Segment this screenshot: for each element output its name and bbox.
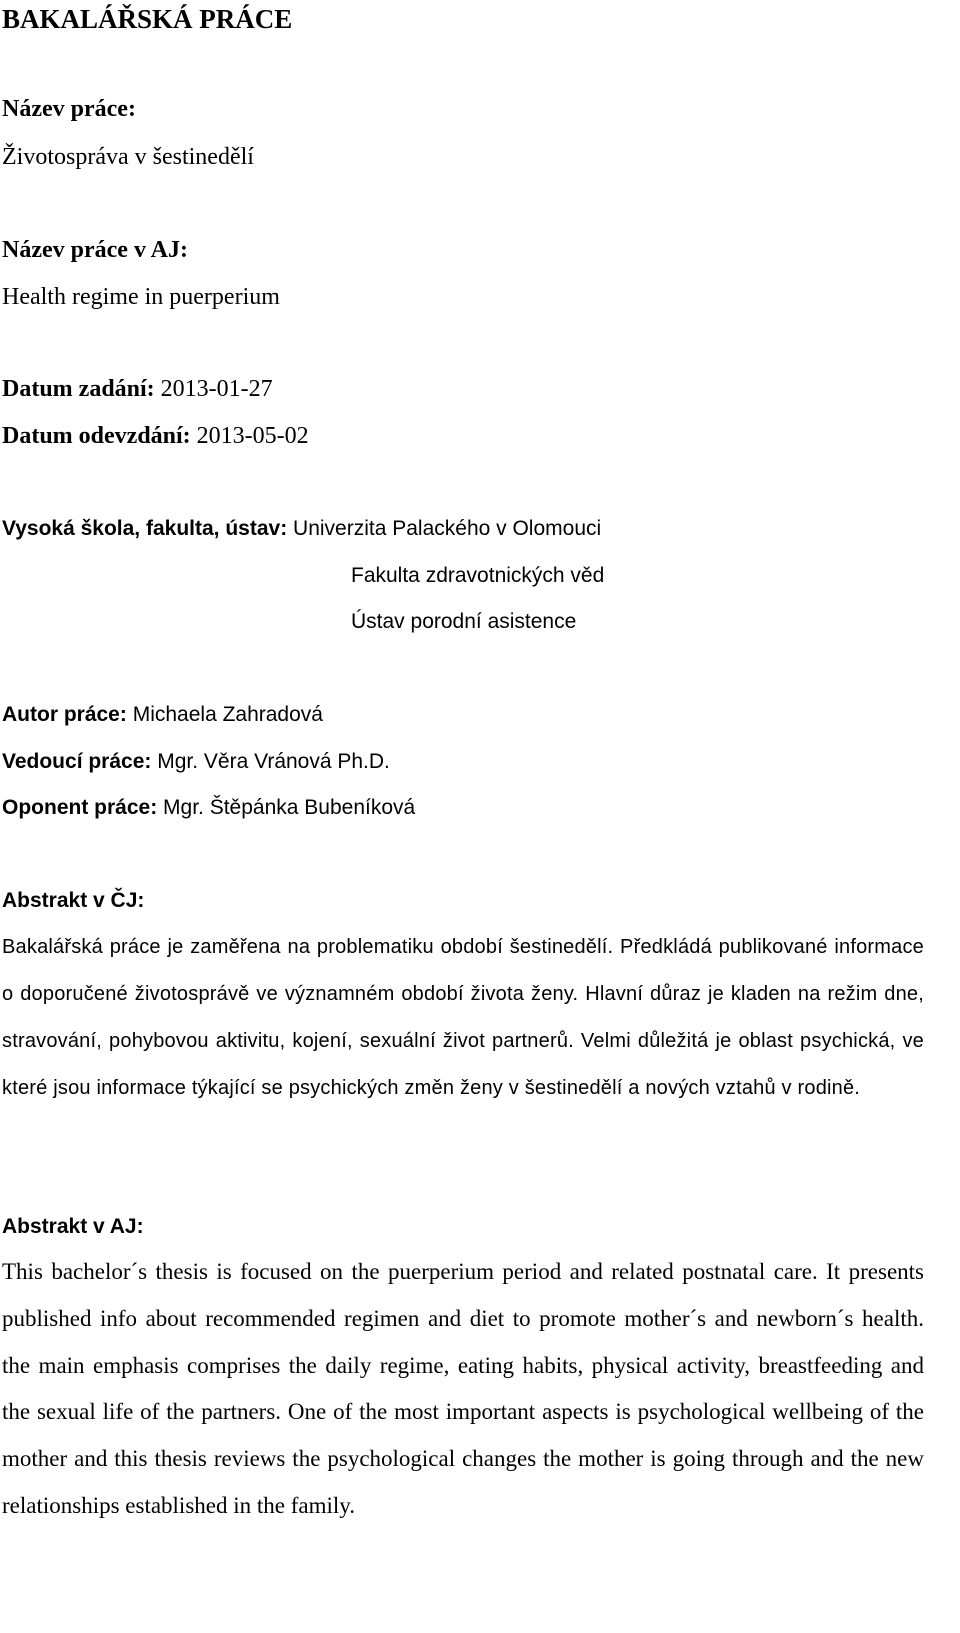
abstract-cz-text: Bakalářská práce je zaměřena na problematiku období šestinedělí. Předkládá publikované informace o doporučené životosprávě ve významném období života ženy. Hlavní důraz je kladen na režim dne, stravování, pohybovou aktivitu, kojení, sexuální život partnerů. Velmi důležitá je oblast psychická, ve které jsou informace týkající se psychických změn ženy v šestinedělí a nových vztahů v rodině. — [2, 936, 924, 1099]
date-assigned-value: 2013-01-27 — [160, 376, 273, 402]
thesis-title-en-label: Název práce v AJ: — [2, 237, 188, 263]
author-name: Michaela Zahradová — [132, 703, 323, 726]
date-submitted-label: Datum odevzdání: — [2, 423, 191, 449]
opponent-name: Mgr. Štěpánka Bubeníková — [163, 796, 416, 819]
supervisor-name: Mgr. Věra Vránová Ph.D. — [157, 750, 390, 773]
department-name: Ústav porodní asistence — [351, 610, 577, 633]
abstract-en-heading: Abstrakt v AJ: — [2, 1215, 144, 1238]
author-row — [2, 700, 323, 730]
document-title: BAKALÁŘSKÁ PRÁCE — [2, 4, 293, 34]
institution-label: Vysoká škola, fakulta, ústav: — [2, 517, 288, 540]
abstract-cz-heading: Abstrakt v ČJ: — [2, 889, 145, 912]
date-assigned-row — [2, 374, 273, 404]
author-label: Autor práce: — [2, 703, 127, 726]
date-submitted-row — [2, 421, 309, 451]
thesis-title-en-value: Health regime in puerperium — [2, 284, 280, 310]
thesis-title-label: Název práce: — [2, 96, 136, 122]
faculty-name: Fakulta zdravotnických věd — [351, 564, 605, 587]
institution-row — [2, 514, 601, 544]
supervisor-row — [2, 747, 390, 777]
opponent-row — [2, 793, 415, 823]
supervisor-label: Vedoucí práce: — [2, 750, 152, 773]
date-assigned-label: Datum zadání: — [2, 376, 155, 402]
opponent-label: Oponent práce: — [2, 796, 158, 819]
date-submitted-value: 2013-05-02 — [196, 423, 309, 449]
abstract-en-text: This bachelor´s thesis is focused on the puerperium period and related postnatal care. It presents published info about recommended regimen and diet to promote mother´s and newborn´s health. the main emphasis comprises the daily regime, eating habits, physical activity, breastfeeding and the sexual life of the partners. One of the most important aspects is psychological wellbeing of the mother and this thesis reviews the psychological changes the mother is going through and the new relationships established in the family. — [2, 1259, 924, 1518]
university-name: Univerzita Palackého v Olomouci — [293, 517, 602, 540]
thesis-title-value: Životospráva v šestinedělí — [2, 144, 254, 170]
